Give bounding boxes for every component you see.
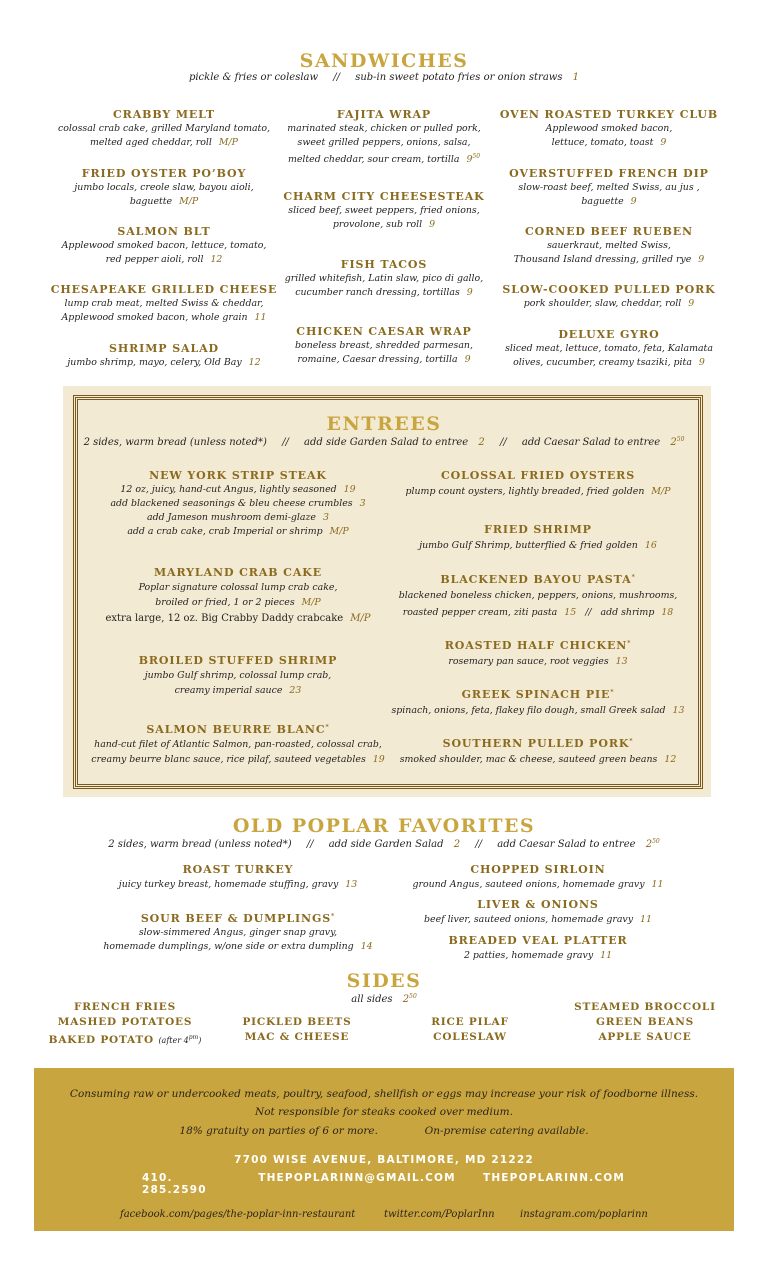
item-desc: sliced beef, sweet peppers, fried onions,: [288, 205, 480, 216]
item-desc: rosemary pan sauce, root veggies: [448, 656, 609, 667]
sandwich-fried-oyster-poboy: [44, 167, 284, 209]
item-desc: jumbo shrimp, mayo, celery, Old Bay: [67, 357, 242, 368]
item-desc: colossal crab cake, grilled Maryland tomato,: [58, 123, 270, 134]
favorite-sour-beef-dumplings: [88, 910, 388, 954]
item-price: 15: [564, 607, 577, 618]
entree-southern-pulled-pork: [388, 735, 688, 769]
sides-column-1: [30, 1000, 220, 1048]
side-item: APPLE SAUCE: [598, 1031, 692, 1043]
item-name: SOUR BEEF & DUMPLINGS*: [140, 912, 336, 925]
item-price: 11: [651, 879, 664, 890]
item-price: 13: [615, 656, 628, 667]
item-name: CHARM CITY CHEESESTEAK: [283, 190, 485, 203]
separator: //: [499, 437, 507, 448]
item-name: SLOW-COOKED PULLED PORK: [502, 283, 716, 296]
item-desc: Poplar signature colossal lump crab cake,: [138, 582, 338, 593]
sides-price: $2^{50}$: [402, 993, 417, 1005]
item-desc: jumbo Gulf shrimp, colossal lump crab,: [144, 670, 332, 681]
item-name: COLOSSAL FRIED OYSTERS: [440, 469, 636, 482]
sides-column-4: [560, 1000, 730, 1045]
item-desc: jumbo locals, creole slaw, bayou aioli,: [74, 182, 254, 193]
sandwiches-title: SANDWICHES: [299, 50, 469, 72]
sandwiches-sub-b: sub-in sweet potato fries or onion straws: [355, 72, 563, 83]
item-desc: baguette: [129, 196, 173, 207]
side-item: MAC & CHEESE: [244, 1031, 350, 1043]
item-price: 3: [322, 512, 329, 523]
item-desc: creamy imperial sauce: [174, 685, 283, 696]
entrees-sub-b-price: 2: [478, 437, 485, 448]
item-desc: red pepper aioli, roll: [105, 254, 204, 265]
item-desc: hand-cut filet of Atlantic Salmon, pan-roasted, colossal crab,: [94, 739, 382, 750]
item-name: DELUXE GYRO: [558, 328, 660, 341]
item-price: 19: [343, 484, 356, 495]
item-price: M/P: [301, 597, 321, 608]
item-desc: 12 oz, juicy, hand-cut Angus, lightly seasoned: [120, 484, 337, 495]
sandwich-fajita-wrap: [274, 108, 494, 167]
sandwich-slow-cooked-pulled-pork: [494, 283, 724, 311]
entrees-sub-c-price: $2^{50}$: [670, 436, 685, 448]
sandwich-overstuffed-french-dip: [494, 167, 724, 209]
side-item: RICE PILAF: [431, 1016, 509, 1028]
item-name: FISH TACOS: [340, 258, 428, 271]
footer-twitter-link[interactable]: twitter.com/PoplarInn: [384, 1209, 495, 1220]
sides-column-3: [400, 1015, 540, 1045]
entree-blackened-bayou-pasta: [388, 571, 688, 621]
favorites-sub-b: add side Garden Salad: [328, 839, 444, 850]
footer-website-link[interactable]: THEPOPLARINN.COM: [482, 1172, 626, 1184]
entree-greek-spinach-pie: [388, 686, 688, 720]
item-price: 14: [360, 941, 373, 952]
entrees-subtitle: [0, 436, 768, 448]
favorites-sub-c: add Caesar Salad to entree: [497, 839, 636, 850]
item-name: GREEK SPINACH PIE*: [461, 688, 615, 701]
footer-instagram-link[interactable]: instagram.com/poplarinn: [520, 1209, 648, 1220]
item-name: NEW YORK STRIP STEAK: [149, 469, 327, 482]
item-desc: melted cheddar, sour cream, tortilla: [287, 154, 460, 165]
item-name: CHICKEN CAESAR WRAP: [296, 325, 472, 338]
item-desc: blackened boneless chicken, peppers, onions, mushrooms,: [398, 590, 678, 601]
favorites-sub-a: 2 sides, warm bread (unless noted*): [108, 839, 292, 850]
separator: //: [282, 437, 289, 448]
sandwiches-sub-a: pickle & fries or coleslaw: [188, 72, 319, 83]
item-price: 12: [210, 254, 223, 265]
footer-policies: [34, 1125, 734, 1137]
separator: //: [475, 839, 483, 850]
item-desc: slow-simmered Angus, ginger snap gravy,: [138, 927, 338, 938]
item-price: 11: [640, 914, 652, 925]
entrees-sub-a: 2 sides, warm bread (unless noted*): [83, 437, 267, 448]
item-desc: olives, cucumber, creamy tsaziki, pita: [513, 357, 692, 368]
item-desc: melted aged cheddar, roll: [90, 137, 212, 148]
item-desc: creamy beurre blanc sauce, rice pilaf, sauteed vegetables: [91, 754, 366, 765]
item-desc: sweet grilled peppers, onions, salsa,: [297, 137, 471, 148]
sandwich-oven-roasted-turkey-club: [494, 108, 724, 150]
item-price: 16: [644, 540, 657, 551]
entree-fried-shrimp: [388, 523, 688, 555]
footer-facebook-link[interactable]: facebook.com/pages/the-poplar-inn-restaurant: [120, 1209, 356, 1220]
item-price: 9: [429, 219, 436, 230]
sandwich-shrimp-salad: [44, 342, 284, 370]
item-desc: add Jameson mushroom demi-glaze: [147, 512, 316, 523]
item-desc: sauerkraut, melted Swiss,: [547, 240, 671, 251]
side-note: (after $4^{pm}$): [158, 1034, 202, 1045]
separator: //: [333, 72, 340, 83]
favorite-liver-onions: [388, 898, 688, 928]
item-price: 3: [359, 498, 366, 509]
item-price: 9: [660, 137, 667, 148]
side-item: BAKED POTATO (after $4^{pm}$): [48, 1034, 202, 1046]
item-name: CHOPPED SIRLOIN: [470, 863, 606, 876]
entree-maryland-crab-cake: [88, 566, 388, 628]
item-price: 12: [248, 357, 261, 368]
favorites-title: OLD POPLAR FAVORITES: [232, 815, 536, 837]
item-desc: spinach, onions, feta, flakey filo dough, small Greek salad: [391, 705, 666, 716]
item-price: 9: [466, 287, 473, 298]
entree-salmon-beurre-blanc: [88, 721, 388, 767]
item-desc: lettuce, tomato, toast: [551, 137, 654, 148]
sandwich-salmon-blt: [44, 225, 284, 267]
item-desc: roasted pepper cream, ziti pasta: [402, 607, 558, 618]
entree-broiled-stuffed-shrimp: [88, 654, 388, 698]
item-name: BROILED STUFFED SHRIMP: [138, 654, 338, 667]
item-desc: pork shoulder, slaw, cheddar, roll: [523, 298, 682, 309]
favorite-roast-turkey: [88, 863, 388, 893]
footer-phone: 410. 285.2590: [142, 1172, 207, 1196]
item-price: 23: [289, 685, 302, 696]
footer-address: 7700 WISE AVENUE, BALTIMORE, MD 21222: [234, 1154, 534, 1166]
item-name: SALMON BLT: [117, 225, 211, 238]
sandwich-charm-city-cheesesteak: [274, 190, 494, 232]
sides-sub: all sides: [351, 994, 393, 1005]
side-item: STEAMED BROCCOLI: [574, 1001, 716, 1013]
item-name: OVEN ROASTED TURKEY CLUB: [499, 108, 719, 121]
item-price: 9: [464, 354, 471, 365]
item-price: 9: [630, 196, 637, 207]
item-name: CORNED BEEF RUEBEN: [524, 225, 694, 238]
side-item: COLESLAW: [433, 1031, 507, 1043]
item-price: M/P: [179, 196, 199, 207]
item-price: 11: [600, 950, 613, 961]
sides-title: SIDES: [346, 970, 422, 992]
item-name: MARYLAND CRAB CAKE: [153, 566, 323, 579]
item-desc: 2 patties, homemade gravy: [463, 950, 594, 961]
sandwich-chesapeake-grilled-cheese: [44, 283, 284, 325]
entrees-title: ENTREES: [326, 413, 442, 435]
item-name: FRIED SHRIMP: [484, 523, 592, 536]
item-name: SHRIMP SALAD: [109, 342, 219, 355]
item-name: CRABBY MELT: [113, 108, 215, 121]
item-desc: sliced meat, lettuce, tomato, feta, Kalamata: [505, 343, 713, 354]
item-desc: Applewood smoked bacon, lettuce, tomato,: [61, 240, 267, 251]
sandwich-corned-beef-rueben: [494, 225, 724, 267]
item-price: M/P: [218, 137, 238, 148]
favorite-chopped-sirloin: [388, 863, 688, 893]
side-item: MASHED POTATOES: [57, 1016, 193, 1028]
item-desc: marinated steak, chicken or pulled pork,: [287, 123, 481, 134]
item-desc: slow-roast beef, melted Swiss, au jus ,: [518, 182, 700, 193]
footer-panel: [34, 1068, 734, 1231]
sandwiches-sub-price: 1: [572, 72, 580, 83]
item-desc: juicy turkey breast, homemade stuffing, gravy: [118, 879, 339, 890]
item-price: M/P: [651, 486, 671, 497]
item-name: FAJITA WRAP: [336, 108, 432, 121]
item-price: 13: [345, 879, 358, 890]
entree-colossal-fried-oysters: [388, 469, 688, 501]
item-name: FRIED OYSTER PO’BOY: [81, 167, 247, 180]
favorites-subtitle: [0, 838, 768, 850]
item-price: 13: [672, 705, 685, 716]
side-item: PICKLED BEETS: [242, 1016, 352, 1028]
item-desc: add blackened seasonings & bleu cheese crumbles: [110, 498, 353, 509]
sandwich-crabby-melt: [44, 108, 284, 150]
footer-warning: Consuming raw or undercooked meats, poultry, seafood, shellfish or eggs may increase your risk of foodborne illness.: [69, 1088, 699, 1100]
item-desc: add shrimp: [600, 607, 655, 618]
item-price: 19: [372, 754, 385, 765]
item-price: 9: [698, 357, 705, 368]
item-price: $9^{50}$: [466, 153, 481, 165]
item-name: SALMON BEURRE BLANC*: [146, 723, 330, 736]
item-desc: extra large, 12 oz. Big Crabby Daddy crabcake: [105, 613, 344, 624]
item-price: 9: [698, 254, 705, 265]
item-name: LIVER & ONIONS: [477, 898, 599, 911]
sandwich-chicken-caesar-wrap: [274, 325, 494, 367]
item-desc: beef liver, sauteed onions, homemade gravy: [424, 914, 634, 925]
item-price: M/P: [329, 526, 349, 537]
footer-steaks-note: Not responsible for steaks cooked over medium.: [255, 1106, 513, 1118]
item-desc: jumbo Gulf Shrimp, butterflied & fried golden: [419, 540, 638, 551]
sandwich-fish-tacos: [274, 258, 494, 300]
item-price: 12: [664, 754, 677, 765]
item-name: SOUTHERN PULLED PORK*: [442, 737, 634, 750]
favorite-breaded-veal-platter: [388, 934, 688, 964]
item-desc: provolone, sub roll: [332, 219, 423, 230]
item-desc: romaine, Caesar dressing, tortilla: [297, 354, 458, 365]
item-desc: ground Angus, sauteed onions, homemade gravy: [412, 879, 645, 890]
item-name: CHESAPEAKE GRILLED CHEESE: [50, 283, 278, 296]
item-price: 9: [688, 298, 695, 309]
item-price: 11: [254, 312, 267, 323]
item-name: BREADED VEAL PLATTER: [448, 934, 628, 947]
item-desc: homemade dumplings, w/one side or extra dumpling: [103, 941, 354, 952]
item-name: OVERSTUFFED FRENCH DIP: [509, 167, 709, 180]
item-desc: baguette: [581, 196, 624, 207]
sandwich-deluxe-gyro: [494, 328, 724, 370]
item-desc: Applewood smoked bacon, whole grain: [61, 312, 248, 323]
item-price: 18: [661, 607, 674, 618]
item-desc: broiled or fried, 1 or 2 pieces: [155, 597, 295, 608]
item-desc: Thousand Island dressing, grilled rye: [513, 254, 692, 265]
item-name: ROAST TURKEY: [182, 863, 294, 876]
item-name: BLACKENED BAYOU PASTA*: [440, 573, 636, 586]
footer-catering: On-premise catering available.: [424, 1125, 589, 1137]
favorites-sub-b-price: 2: [453, 839, 461, 850]
side-item: FRENCH FRIES: [74, 1001, 176, 1013]
entree-roasted-half-chicken: [388, 637, 688, 670]
side-item: GREEN BEANS: [596, 1016, 694, 1028]
entree-new-york-strip-steak: [88, 469, 388, 539]
footer-email-link[interactable]: THEPOPLARINN@GMAIL.COM: [258, 1172, 456, 1184]
item-name: ROASTED HALF CHICKEN*: [444, 639, 632, 652]
sandwiches-subtitle: [0, 72, 768, 83]
item-desc: boneless breast, shredded parmesan,: [295, 340, 473, 351]
item-price: M/P: [350, 613, 371, 624]
entrees-sub-b: add side Garden Salad to entree: [304, 437, 469, 448]
item-desc: smoked shoulder, mac & cheese, sauteed green beans: [399, 754, 658, 765]
item-desc: cucumber ranch dressing, tortillas: [295, 287, 460, 298]
favorites-sub-c-price: $2^{50}$: [645, 838, 660, 850]
separator: //: [306, 839, 314, 850]
item-desc: Applewood smoked bacon,: [545, 123, 673, 134]
entrees-sub-c: add Caesar Salad to entree: [521, 437, 661, 448]
separator: //: [585, 607, 592, 618]
item-desc: plump count oysters, lightly breaded, fried golden: [405, 486, 645, 497]
item-desc: lump crab meat, melted Swiss & cheddar,: [64, 298, 264, 309]
item-desc: grilled whitefish, Latin slaw, pico di gallo,: [284, 273, 484, 284]
sides-column-2: [207, 1015, 387, 1045]
footer-gratuity: 18% gratuity on parties of 6 or more.: [179, 1125, 378, 1137]
item-desc: add a crab cake, crab Imperial or shrimp: [127, 526, 323, 537]
